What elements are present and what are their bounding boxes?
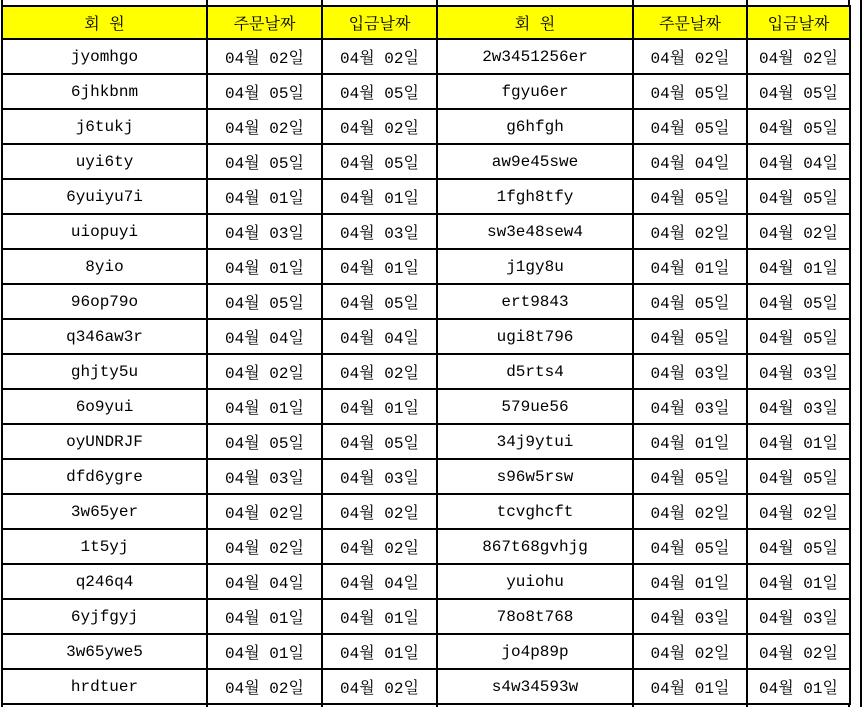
header-order-date-right[interactable]: 주문날짜: [633, 6, 747, 39]
table-row: [2, 144, 850, 179]
table-row: [2, 179, 850, 214]
order-date-cell[interactable]: 04월 05일: [207, 424, 322, 459]
member-cell[interactable]: d5rts4: [437, 354, 633, 389]
order-date-cell[interactable]: 04월 02일: [207, 354, 322, 389]
deposit-date-cell[interactable]: 04월 04일: [322, 564, 437, 599]
order-date-cell[interactable]: 04월 04일: [633, 144, 747, 179]
order-date-cell[interactable]: 04월 02일: [633, 39, 747, 74]
member-cell[interactable]: tcvghcft: [437, 494, 633, 529]
order-date-cell[interactable]: 04월 05일: [633, 319, 747, 354]
member-cell[interactable]: q346aw3r: [2, 319, 207, 354]
deposit-date-cell[interactable]: 04월 02일: [747, 494, 850, 529]
order-date-cell[interactable]: 04월 04일: [207, 564, 322, 599]
order-date-cell[interactable]: 04월 02일: [633, 494, 747, 529]
gridline-stub: [848, 703, 850, 707]
order-date-cell[interactable]: 04월 02일: [207, 529, 322, 564]
order-date-cell[interactable]: 04월 04일: [207, 319, 322, 354]
deposit-date-cell[interactable]: 04월 05일: [747, 319, 850, 354]
gridline-stub: [436, 703, 438, 707]
deposit-date-cell[interactable]: 04월 02일: [322, 354, 437, 389]
order-date-cell[interactable]: 04월 05일: [207, 284, 322, 319]
member-cell[interactable]: 34j9ytui: [437, 424, 633, 459]
table-row: [2, 599, 850, 634]
member-cell[interactable]: j1gy8u: [437, 249, 633, 284]
table-row: [2, 39, 850, 74]
member-cell[interactable]: g6hfgh: [437, 109, 633, 144]
order-date-cell[interactable]: 04월 05일: [633, 284, 747, 319]
deposit-date-cell[interactable]: 04월 01일: [322, 389, 437, 424]
deposit-date-cell[interactable]: 04월 02일: [747, 634, 850, 669]
member-cell[interactable]: sw3e48sew4: [437, 214, 633, 249]
order-date-cell[interactable]: 04월 01일: [207, 249, 322, 284]
header-row: [2, 6, 850, 39]
member-cell[interactable]: 6o9yui: [2, 389, 207, 424]
order-date-cell[interactable]: 04월 03일: [633, 389, 747, 424]
table-row: [2, 459, 850, 494]
deposit-date-cell[interactable]: 04월 01일: [747, 424, 850, 459]
order-date-cell[interactable]: 04월 05일: [633, 109, 747, 144]
member-cell[interactable]: ghjty5u: [2, 354, 207, 389]
order-date-cell[interactable]: 04월 03일: [633, 354, 747, 389]
deposit-date-cell[interactable]: 04월 04일: [747, 144, 850, 179]
header-order-date-left[interactable]: 주문날짜: [207, 6, 322, 39]
member-cell[interactable]: ert9843: [437, 284, 633, 319]
deposit-date-cell[interactable]: 04월 03일: [747, 354, 850, 389]
member-cell[interactable]: uiopuyi: [2, 214, 207, 249]
deposit-date-cell[interactable]: 04월 05일: [747, 74, 850, 109]
deposit-date-cell[interactable]: 04월 03일: [747, 599, 850, 634]
member-cell[interactable]: fgyu6er: [437, 74, 633, 109]
table-row: [2, 354, 850, 389]
order-date-cell[interactable]: 04월 02일: [633, 214, 747, 249]
order-date-cell[interactable]: 04월 02일: [207, 109, 322, 144]
member-cell[interactable]: s96w5rsw: [437, 459, 633, 494]
member-cell[interactable]: yuiohu: [437, 564, 633, 599]
member-cell[interactable]: oyUNDRJF: [2, 424, 207, 459]
order-date-cell[interactable]: 04월 03일: [207, 214, 322, 249]
deposit-date-cell[interactable]: 04월 03일: [322, 459, 437, 494]
member-cell[interactable]: 78o8t768: [437, 599, 633, 634]
order-date-cell[interactable]: 04월 05일: [207, 74, 322, 109]
member-cell[interactable]: j6tukj: [2, 109, 207, 144]
table-row: [2, 214, 850, 249]
member-cell[interactable]: hrdtuer: [2, 669, 207, 704]
gridline-stub: [206, 703, 208, 707]
member-cell[interactable]: jo4p89p: [437, 634, 633, 669]
deposit-date-cell[interactable]: 04월 05일: [747, 109, 850, 144]
member-cell[interactable]: ugi8t796: [437, 319, 633, 354]
deposit-date-cell[interactable]: 04월 02일: [322, 669, 437, 704]
deposit-date-cell[interactable]: 04월 04일: [322, 319, 437, 354]
member-cell[interactable]: 579ue56: [437, 389, 633, 424]
deposit-date-cell[interactable]: 04월 02일: [322, 529, 437, 564]
deposit-date-cell[interactable]: 04월 05일: [747, 179, 850, 214]
member-cell[interactable]: 1fgh8tfy: [437, 179, 633, 214]
member-cell[interactable]: 6jhkbnm: [2, 74, 207, 109]
member-cell[interactable]: 8yio: [2, 249, 207, 284]
deposit-date-cell[interactable]: 04월 02일: [747, 39, 850, 74]
order-date-cell[interactable]: 04월 03일: [207, 459, 322, 494]
table-row: [2, 284, 850, 319]
deposit-date-cell[interactable]: 04월 02일: [322, 109, 437, 144]
header-deposit-date-right[interactable]: 입금날짜: [747, 6, 850, 39]
table-row: [2, 634, 850, 669]
member-cell[interactable]: aw9e45swe: [437, 144, 633, 179]
deposit-date-cell[interactable]: 04월 01일: [322, 249, 437, 284]
member-cell[interactable]: 2w3451256er: [437, 39, 633, 74]
order-date-cell[interactable]: 04월 01일: [633, 249, 747, 284]
order-date-cell[interactable]: 04월 03일: [633, 599, 747, 634]
order-date-cell[interactable]: 04월 05일: [633, 179, 747, 214]
order-date-cell[interactable]: 04월 02일: [207, 669, 322, 704]
table-row: [2, 109, 850, 144]
table-row: [2, 389, 850, 424]
header-member-right[interactable]: 회 원: [437, 6, 633, 39]
right-edge-gridline: [860, 0, 862, 707]
header-deposit-date-left[interactable]: 입금날짜: [322, 6, 437, 39]
table-row: [2, 424, 850, 459]
member-cell[interactable]: 867t68gvhjg: [437, 529, 633, 564]
order-date-cell[interactable]: 04월 02일: [633, 634, 747, 669]
table-row: [2, 529, 850, 564]
deposit-date-cell[interactable]: 04월 02일: [322, 39, 437, 74]
member-cell[interactable]: 96op79o: [2, 284, 207, 319]
table-row: [2, 669, 850, 704]
table-row: [2, 494, 850, 529]
deposit-date-cell[interactable]: 04월 01일: [747, 669, 850, 704]
member-cell[interactable]: 6yjfgyj: [2, 599, 207, 634]
order-date-cell[interactable]: 04월 02일: [207, 39, 322, 74]
member-order-table: [1, 5, 851, 705]
member-cell[interactable]: dfd6ygre: [2, 459, 207, 494]
deposit-date-cell[interactable]: 04월 01일: [322, 599, 437, 634]
order-date-cell[interactable]: 04월 01일: [207, 389, 322, 424]
deposit-date-cell[interactable]: 04월 02일: [322, 494, 437, 529]
deposit-date-cell[interactable]: 04월 05일: [747, 284, 850, 319]
order-date-cell[interactable]: 04월 02일: [207, 494, 322, 529]
table-row: [2, 249, 850, 284]
gridline-stub: [321, 703, 323, 707]
member-cell[interactable]: q246q4: [2, 564, 207, 599]
member-cell[interactable]: uyi6ty: [2, 144, 207, 179]
deposit-date-cell[interactable]: 04월 01일: [322, 634, 437, 669]
deposit-date-cell[interactable]: 04월 03일: [747, 389, 850, 424]
table-row: [2, 564, 850, 599]
deposit-date-cell[interactable]: 04월 05일: [322, 284, 437, 319]
table-row: [2, 319, 850, 354]
member-cell[interactable]: 3w65ywe5: [2, 634, 207, 669]
gridline-stub: [1, 703, 3, 707]
member-cell[interactable]: 1t5yj: [2, 529, 207, 564]
deposit-date-cell[interactable]: 04월 05일: [322, 74, 437, 109]
order-date-cell[interactable]: 04월 01일: [633, 669, 747, 704]
deposit-date-cell[interactable]: 04월 05일: [747, 529, 850, 564]
gridline-stub: [632, 703, 634, 707]
member-cell[interactable]: 3w65yer: [2, 494, 207, 529]
order-date-cell[interactable]: 04월 05일: [633, 529, 747, 564]
order-date-cell[interactable]: 04월 01일: [207, 179, 322, 214]
order-date-cell[interactable]: 04월 01일: [207, 599, 322, 634]
table-row: [2, 74, 850, 109]
member-cell[interactable]: jyomhgo: [2, 39, 207, 74]
deposit-date-cell[interactable]: 04월 01일: [322, 179, 437, 214]
deposit-date-cell[interactable]: 04월 05일: [747, 459, 850, 494]
order-date-cell[interactable]: 04월 05일: [633, 74, 747, 109]
gridline-stub: [746, 703, 748, 707]
order-date-cell[interactable]: 04월 05일: [633, 459, 747, 494]
member-cell[interactable]: s4w34593w: [437, 669, 633, 704]
order-date-cell[interactable]: 04월 05일: [207, 144, 322, 179]
deposit-date-cell[interactable]: 04월 05일: [322, 424, 437, 459]
deposit-date-cell[interactable]: 04월 05일: [322, 144, 437, 179]
deposit-date-cell[interactable]: 04월 03일: [322, 214, 437, 249]
deposit-date-cell[interactable]: 04월 01일: [747, 249, 850, 284]
order-date-cell[interactable]: 04월 01일: [633, 564, 747, 599]
deposit-date-cell[interactable]: 04월 01일: [747, 564, 850, 599]
member-cell[interactable]: 6yuiyu7i: [2, 179, 207, 214]
order-date-cell[interactable]: 04월 01일: [207, 634, 322, 669]
deposit-date-cell[interactable]: 04월 02일: [747, 214, 850, 249]
order-date-cell[interactable]: 04월 01일: [633, 424, 747, 459]
header-member-left[interactable]: 회 원: [2, 6, 207, 39]
